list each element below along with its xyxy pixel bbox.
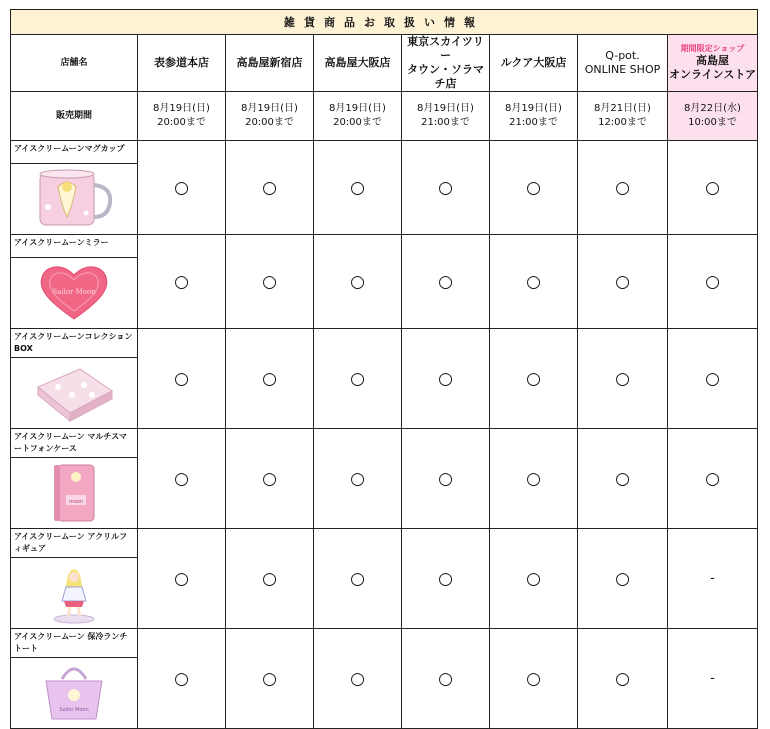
availability-cell <box>226 529 314 629</box>
available-mark: ○ <box>438 668 453 689</box>
store-name-line1: 東京スカイツリー <box>407 35 484 62</box>
availability-cell <box>226 235 314 329</box>
availability-cell <box>578 329 668 429</box>
available-mark: ○ <box>615 468 630 489</box>
svg-text:Sailor Moon: Sailor Moon <box>59 707 89 713</box>
mug-image <box>11 164 138 235</box>
period-label: 販売期間 <box>11 92 138 141</box>
sales-period-5 <box>490 92 578 141</box>
availability-cell <box>578 141 668 235</box>
availability-cell <box>402 141 490 235</box>
available-mark: ○ <box>705 368 720 389</box>
available-mark: ○ <box>438 368 453 389</box>
available-mark: ○ <box>262 271 277 292</box>
available-mark: ○ <box>705 177 720 198</box>
availability-table <box>10 9 758 729</box>
period-date: 8月19日(日) <box>329 103 386 114</box>
product-row <box>11 329 758 358</box>
availability-cell <box>668 141 758 235</box>
acrylic-figure-image <box>11 558 138 629</box>
store-name-line2: ONLINE SHOP <box>584 63 661 76</box>
availability-cell <box>226 429 314 529</box>
available-mark: ○ <box>615 368 630 389</box>
product-row <box>11 629 758 658</box>
svg-text:Sailor Moon: Sailor Moon <box>52 288 96 296</box>
available-mark: ○ <box>526 271 541 292</box>
available-mark: ○ <box>174 271 189 292</box>
availability-cell <box>138 235 226 329</box>
availability-cell <box>668 235 758 329</box>
period-date: 8月19日(日) <box>153 103 210 114</box>
availability-cell <box>402 235 490 329</box>
availability-cell <box>314 629 402 729</box>
available-mark: ○ <box>438 271 453 292</box>
store-header-4 <box>402 35 490 92</box>
product-row <box>11 141 758 164</box>
store-header-1 <box>138 35 226 92</box>
store-label: 店舗名 <box>11 35 138 92</box>
sales-period-2 <box>226 92 314 141</box>
available-mark: ○ <box>438 468 453 489</box>
available-mark: ○ <box>350 177 365 198</box>
sales-period-1 <box>138 92 226 141</box>
available-mark: ○ <box>174 368 189 389</box>
availability-cell <box>402 429 490 529</box>
available-mark: ○ <box>262 177 277 198</box>
available-mark: ○ <box>350 668 365 689</box>
availability-cell <box>578 529 668 629</box>
collection-box-image <box>11 358 138 429</box>
store-name-line2: オンラインストア <box>668 68 756 81</box>
available-mark: ○ <box>438 177 453 198</box>
available-mark: ○ <box>262 668 277 689</box>
available-mark: ○ <box>705 271 720 292</box>
availability-cell <box>402 529 490 629</box>
availability-cell <box>490 529 578 629</box>
store-name-line1: 高島屋新宿店 <box>236 56 303 69</box>
period-time: 20:00まで <box>245 117 294 128</box>
not-available-mark: - <box>710 571 715 586</box>
available-mark: ○ <box>615 668 630 689</box>
table-title: 雑貨商品お取扱い情報 <box>11 10 758 35</box>
availability-cell <box>138 629 226 729</box>
sales-period-7 <box>668 92 758 141</box>
heart-mirror-image <box>11 258 138 329</box>
not-available-mark: - <box>710 671 715 686</box>
store-header-6 <box>578 35 668 92</box>
availability-cell <box>668 529 758 629</box>
availability-cell <box>490 629 578 729</box>
availability-cell <box>490 329 578 429</box>
available-mark: ○ <box>526 368 541 389</box>
store-name-line1: Q-pot. <box>605 49 640 62</box>
availability-cell <box>226 141 314 235</box>
available-mark: ○ <box>262 368 277 389</box>
available-mark: ○ <box>705 468 720 489</box>
availability-cell <box>668 429 758 529</box>
availability-cell <box>314 529 402 629</box>
limited-shop-tag: 期間限定ショップ <box>680 44 745 53</box>
period-time: 12:00まで <box>598 117 647 128</box>
product-name: アイスクリームーンミラー <box>11 235 138 258</box>
availability-cell <box>490 235 578 329</box>
available-mark: ○ <box>615 568 630 589</box>
availability-cell <box>578 429 668 529</box>
available-mark: ○ <box>438 568 453 589</box>
period-time: 10:00まで <box>688 117 737 128</box>
availability-cell <box>226 629 314 729</box>
available-mark: ○ <box>526 568 541 589</box>
product-row <box>11 529 758 558</box>
period-time: 21:00まで <box>421 117 470 128</box>
store-header-3 <box>314 35 402 92</box>
store-name-line1: 表参道本店 <box>154 56 209 69</box>
available-mark: ○ <box>615 177 630 198</box>
store-name-line1: 高島屋 <box>696 54 729 67</box>
availability-cell <box>138 141 226 235</box>
store-name-line2: タウン・ソラマチ店 <box>407 63 484 90</box>
sales-period-6 <box>578 92 668 141</box>
period-date: 8月19日(日) <box>417 103 474 114</box>
period-time: 21:00まで <box>509 117 558 128</box>
available-mark: ○ <box>262 568 277 589</box>
period-date: 8月22日(水) <box>684 103 741 114</box>
available-mark: ○ <box>350 271 365 292</box>
availability-cell <box>314 329 402 429</box>
store-header-7 <box>668 35 758 92</box>
svg-text:moon: moon <box>68 499 84 505</box>
availability-cell <box>138 429 226 529</box>
sales-period-4 <box>402 92 490 141</box>
availability-cell <box>402 329 490 429</box>
product-name: アイスクリームーンコレクションBOX <box>11 329 138 358</box>
availability-cell <box>138 529 226 629</box>
product-name: アイスクリームーン 保冷ランチトート <box>11 629 138 658</box>
store-name-line1: 高島屋大阪店 <box>324 56 391 69</box>
availability-cell <box>668 629 758 729</box>
period-time: 20:00まで <box>333 117 382 128</box>
availability-cell <box>314 235 402 329</box>
period-date: 8月21日(日) <box>594 103 651 114</box>
sales-period-3 <box>314 92 402 141</box>
available-mark: ○ <box>174 668 189 689</box>
available-mark: ○ <box>262 468 277 489</box>
store-header-5 <box>490 35 578 92</box>
availability-cell <box>314 429 402 529</box>
period-date: 8月19日(日) <box>241 103 298 114</box>
period-time: 20:00まで <box>157 117 206 128</box>
period-date: 8月19日(日) <box>505 103 562 114</box>
product-name: アイスクリームーンマグカップ <box>11 141 138 164</box>
product-name: アイスクリームーン マルチスマートフォンケース <box>11 429 138 458</box>
available-mark: ○ <box>615 271 630 292</box>
availability-cell <box>226 329 314 429</box>
availability-cell <box>490 429 578 529</box>
available-mark: ○ <box>526 468 541 489</box>
availability-cell <box>668 329 758 429</box>
store-name-line1: ルクア大阪店 <box>500 56 567 69</box>
product-row <box>11 235 758 258</box>
available-mark: ○ <box>174 468 189 489</box>
availability-cell <box>138 329 226 429</box>
available-mark: ○ <box>526 177 541 198</box>
store-header-2 <box>226 35 314 92</box>
lunch-tote-image <box>11 658 138 729</box>
availability-cell <box>314 141 402 235</box>
availability-cell <box>490 141 578 235</box>
available-mark: ○ <box>350 368 365 389</box>
availability-cell <box>402 629 490 729</box>
availability-cell <box>578 235 668 329</box>
product-row <box>11 429 758 458</box>
available-mark: ○ <box>350 568 365 589</box>
available-mark: ○ <box>350 468 365 489</box>
available-mark: ○ <box>174 177 189 198</box>
available-mark: ○ <box>526 668 541 689</box>
phone-case-image <box>11 458 138 529</box>
availability-cell <box>578 629 668 729</box>
available-mark: ○ <box>174 568 189 589</box>
product-name: アイスクリームーン アクリルフィギュア <box>11 529 138 558</box>
